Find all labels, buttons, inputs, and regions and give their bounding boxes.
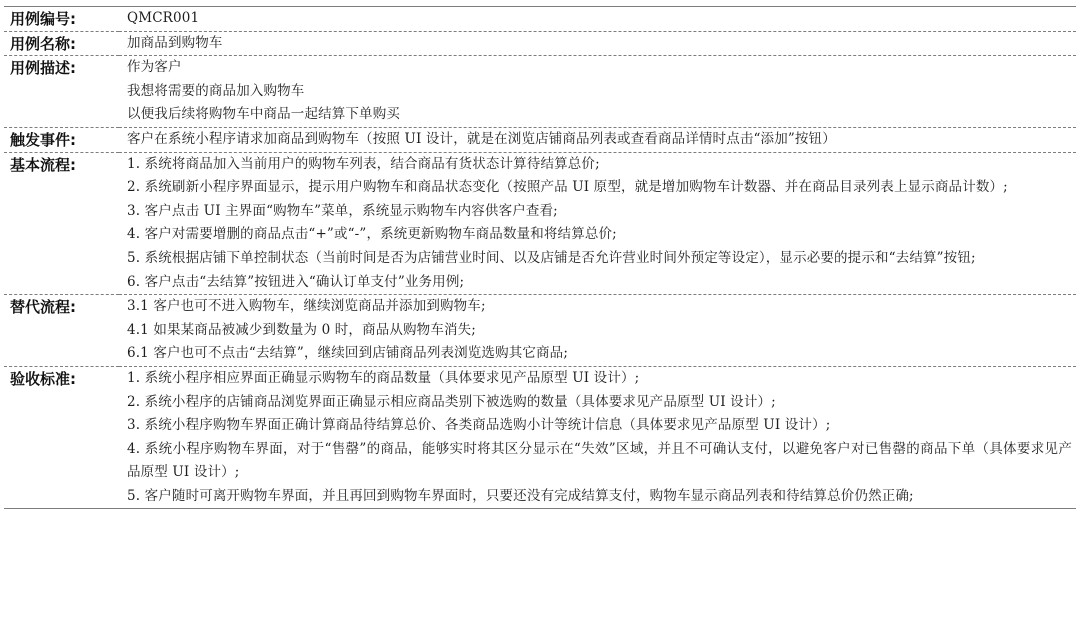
description-line: 以便我后续将购物车中商品一起结算下单购买 (127, 106, 400, 123)
row-use-case-id (4, 7, 1076, 32)
description-line: 作为客户 (127, 59, 182, 76)
acceptance-criterion: 3. 系统小程序购物车界面正确计算商品待结算总价、各类商品选购小计等统计信息（具体要求见产品原型 UI 设计）; (127, 417, 831, 434)
basic-flow-label: 基本流程: (10, 155, 76, 174)
use-case-description-content (119, 56, 1076, 128)
basic-flow-step: 3. 客户点击 UI 主界面“购物车”菜单，系统显示购物车内容供客户查看; (127, 202, 558, 219)
use-case-id-label: 用例编号: (10, 10, 76, 28)
acceptance-criterion: 2. 系统小程序的店铺商品浏览界面正确显示相应商品类别下被选购的数量（具体要求见产品原型 UI 设计）; (127, 393, 776, 410)
row-use-case-description (4, 56, 1076, 128)
acceptance-criteria-content (119, 366, 1076, 509)
acceptance-criterion: 5. 客户随时可离开购物车界面，并且再回到购物车界面时，只要还没有完成结算支付，购物车显示商品列表和待结算总价仍然正确; (127, 487, 914, 504)
row-basic-flow (4, 152, 1076, 295)
acceptance-criteria-label: 验收标准: (10, 369, 76, 388)
alternative-flow-content (119, 295, 1076, 367)
acceptance-criterion: 4. 系统小程序购物车界面，对于“售罄”的商品，能够实时将其区分显示在“失效”区域，并且不可确认支付，以避免客户对已售罄的商品下单（具体要求见产品原型 UI 设计）; (127, 440, 1072, 481)
basic-flow-step: 4. 客户对需要增删的商品点击“+”或“-”，系统更新购物车商品数量和将结算总价; (127, 226, 617, 243)
row-acceptance-criteria (4, 366, 1076, 509)
use-case-table (4, 6, 1076, 509)
alternative-flow-step: 3.1 客户也可不进入购物车，继续浏览商品并添加到购物车; (127, 298, 486, 315)
alternative-flow-label: 替代流程: (10, 298, 76, 317)
use-case-id-value: QMCR001 (127, 10, 200, 26)
trigger-event-value: 客户在系统小程序请求加商品到购物车（按照 UI 设计，就是在浏览店铺商品列表或查看商品详情时点击“添加”按钮） (127, 130, 836, 147)
row-alternative-flow (4, 295, 1076, 367)
use-case-description-label: 用例描述: (10, 59, 76, 78)
use-case-name-value: 加商品到购物车 (127, 34, 223, 51)
trigger-event-label: 触发事件: (10, 130, 76, 149)
alternative-flow-step: 4.1 如果某商品被减少到数量为 0 时，商品从购物车消失; (127, 321, 476, 338)
basic-flow-step: 6. 客户点击“去结算”按钮进入“确认订单支付”业务用例; (127, 273, 465, 290)
row-trigger-event (4, 127, 1076, 152)
basic-flow-step: 1. 系统将商品加入当前用户的购物车列表，结合商品有货状态计算待结算总价; (127, 155, 600, 172)
alternative-flow-step: 6.1 客户也可不点击“去结算”，继续回到店铺商品列表浏览选购其它商品; (127, 345, 569, 362)
basic-flow-step: 2. 系统刷新小程序界面显示，提示用户购物车和商品状态变化（按照产品 UI 原型，就是增加购物车计数器、并在商品目录列表上显示商品计数）; (127, 179, 1008, 196)
basic-flow-content (119, 152, 1076, 295)
acceptance-criterion: 1. 系统小程序相应界面正确显示购物车的商品数量（具体要求见产品原型 UI 设计）; (127, 369, 640, 386)
row-use-case-name (4, 31, 1076, 56)
use-case-name-label: 用例名称: (10, 34, 76, 53)
basic-flow-step: 5. 系统根据店铺下单控制状态（当前时间是否为店铺营业时间、以及店铺是否允许营业时间外预定等设定），显示必要的提示和“去结算”按钮; (127, 249, 976, 266)
description-line: 我想将需要的商品加入购物车 (127, 82, 305, 99)
